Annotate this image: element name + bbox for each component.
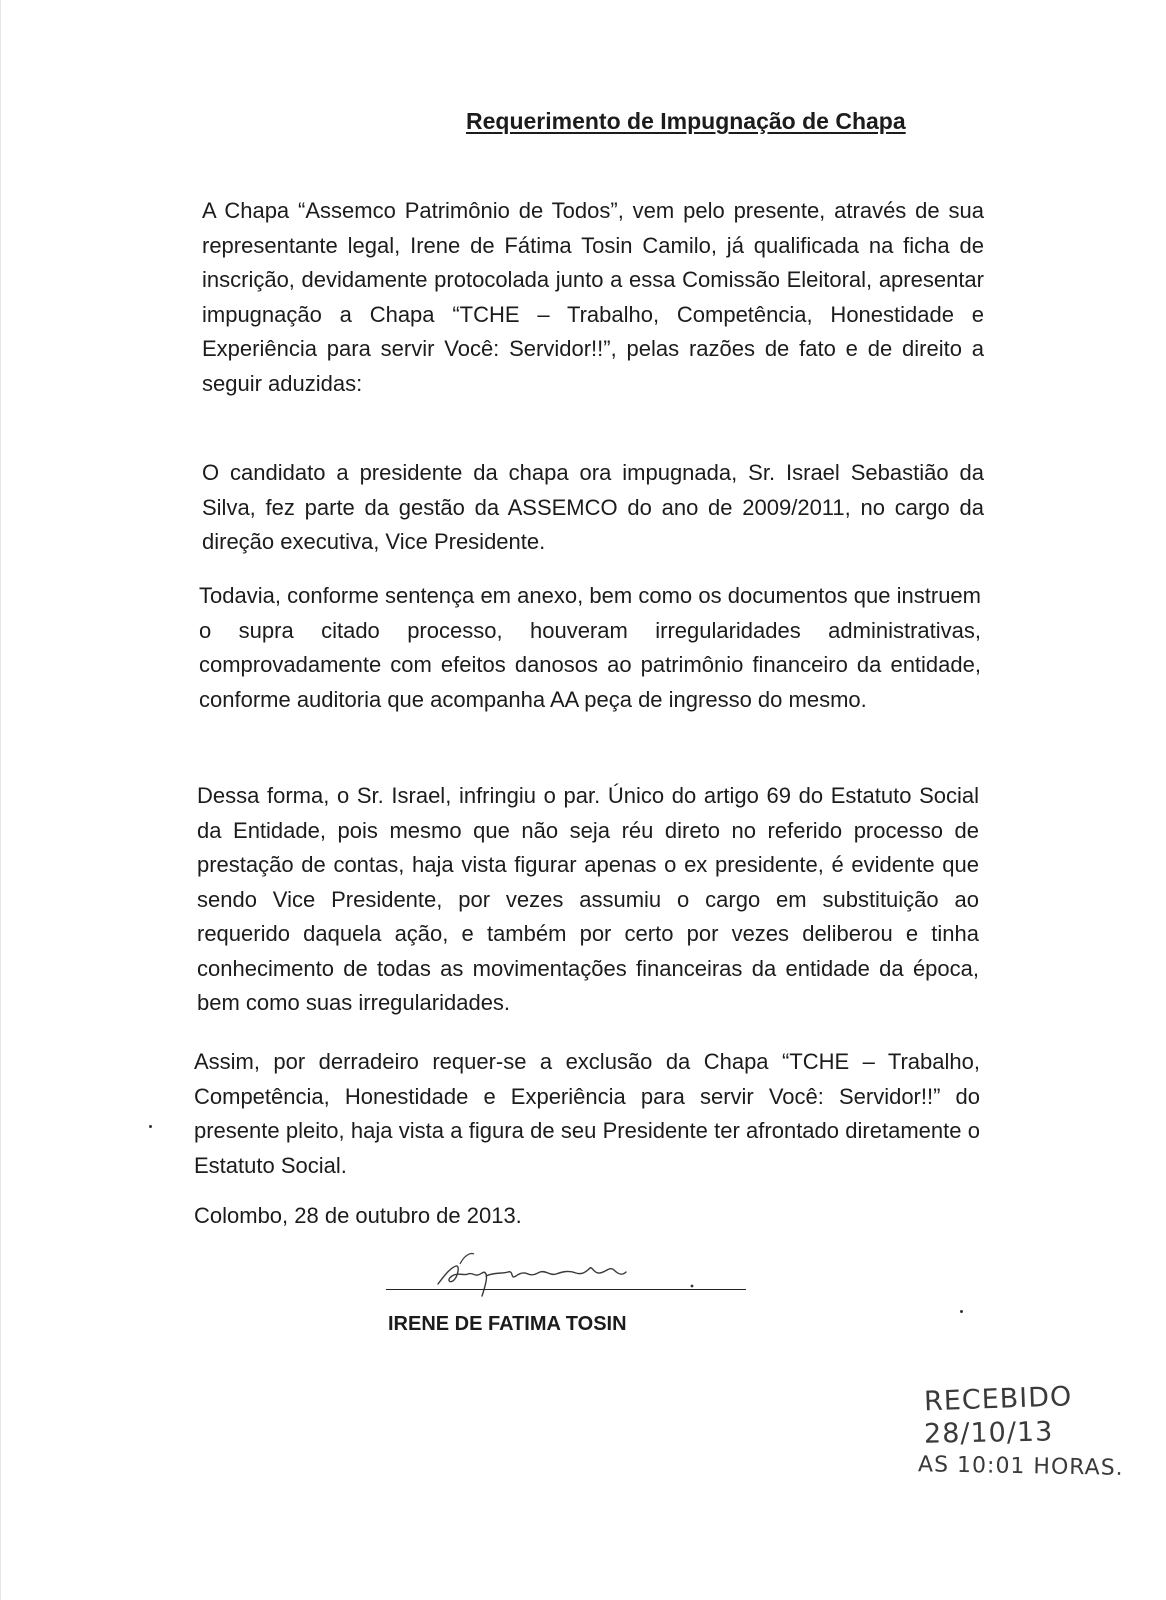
received-stamp-label: RECEBIDO [923, 1381, 1073, 1418]
received-stamp-time: AS 10:01 HORAS. [917, 1452, 1124, 1481]
received-stamp-date: 28/10/13 [923, 1416, 1054, 1450]
signature-line [386, 1289, 746, 1290]
received-stamp [917, 1381, 1124, 1484]
signer-name: IRENE DE FATIMA TOSIN [388, 1313, 627, 1335]
paragraph-todavia: Todavia, conforme sentença em anexo, bem como os documentos que instruem o supra citado processo, houveram irregularidades administrativas, comprovadamente com efeitos danosos ao patrimônio financeiro da entidade, conforme auditoria que acompanha AA peça de ingresso do mesmo. [199, 583, 981, 712]
handwritten-signature [386, 1246, 746, 1304]
scan-speck [149, 1125, 152, 1128]
paragraph-fact: O candidato a presidente da chapa ora impugnada, Sr. Israel Sebastião da Silva, fez parte da gestão da ASSEMCO do ano de 2009/2011, no cargo da direção executiva, Vice Presidente. [202, 460, 984, 554]
date-line: Colombo, 28 de outubro de 2013. [194, 1203, 522, 1228]
paragraph-assim: Assim, por derradeiro requer-se a exclusão da Chapa “TCHE – Trabalho, Competência, Honestidade e Experiência para servir Você: Servidor!!” do presente pleito, haja vista a figura de seu Presidente ter afrontado diretamente o Estatuto Social. [194, 1049, 980, 1178]
scan-speck [960, 1310, 963, 1313]
paragraph-dessa-forma: Dessa forma, o Sr. Israel, infringiu o par. Único do artigo 69 do Estatuto Social da Entidade, pois mesmo que não seja réu direto no referido processo de prestação de contas, haja vista figurar apenas o ex presidente, é evidente que sendo Vice Presidente, por vezes assumiu o cargo em substituição ao requerido daquela ação, e também por certo por vezes deliberou e tinha conhecimento de todas as movimentações financeiras da entidade da época, bem como suas irregularidades. [197, 783, 979, 1015]
document-title: Requerimento de Impugnação de Chapa [466, 108, 906, 134]
paragraph-intro: A Chapa “Assemco Patrimônio de Todos”, vem pelo presente, através de sua representante legal, Irene de Fátima Tosin Camilo, já qualificada na ficha de inscrição, devidamente protocolada junto a essa Comissão Eleitoral, apresentar impugnação a Chapa “TCHE – Trabalho, Competência, Honestidade e Experiência para servir Você: Servidor!!”, pelas razões de fato e de direito a seguir aduzidas: [202, 198, 984, 396]
